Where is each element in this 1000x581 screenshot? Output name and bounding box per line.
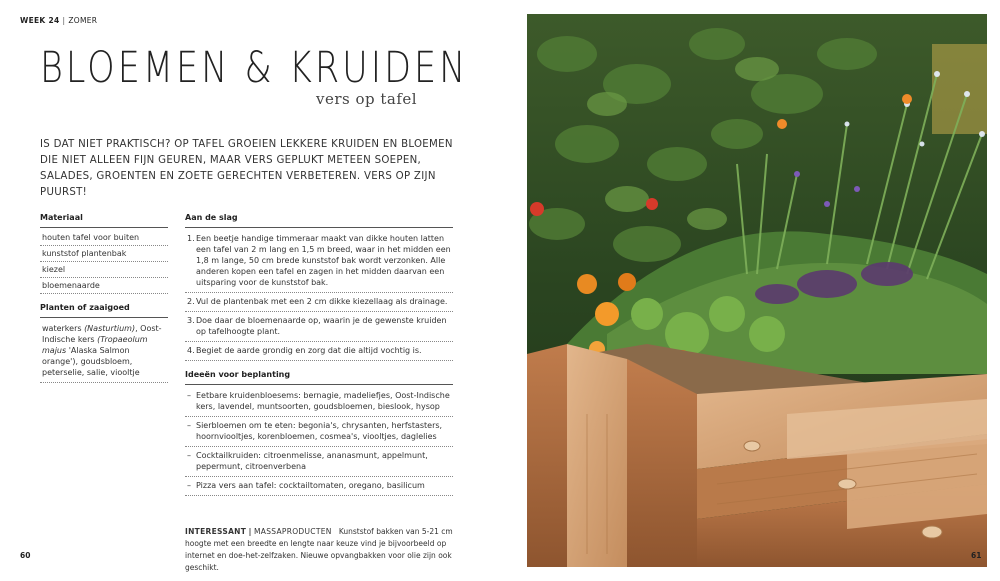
instructions-column [185, 213, 453, 496]
idea-text: Pizza vers aan tafel: cocktailtomaten, oregano, basilicum [196, 481, 425, 490]
step-text: Doe daar de bloemenaarde op, waarin je de gewenste kruiden op tafelhoogte plant. [196, 316, 447, 336]
idea-text: Cocktailkruiden: citroenmelisse, ananasmunt, appelmunt, pepermunt, citroenverbena [196, 451, 428, 471]
materials-heading: Materiaal [40, 213, 168, 228]
plants-text [40, 320, 168, 383]
idea-item [185, 417, 453, 447]
plants-text-italic: (Tropaeolum majus [42, 335, 148, 355]
materials-item: houten tafel voor buiten [40, 230, 168, 246]
season-label: ZOMER [68, 16, 98, 25]
plants-text-part: , goudsbloem, peterselie, salie, viooltje [42, 357, 140, 377]
materials-column [40, 213, 168, 383]
idea-item [185, 447, 453, 477]
idea-dash: – [187, 391, 191, 400]
steps-heading: Aan de slag [185, 213, 453, 228]
materials-item: bloemenaarde [40, 278, 168, 294]
step-text: Begiet de aarde grondig en zorg dat die altijd vochtig is. [196, 346, 422, 355]
header-separator: | [62, 16, 66, 25]
page-title: BLOEMEN & KRUIDEN [40, 44, 469, 93]
step-item [185, 230, 453, 293]
idea-dash: – [187, 421, 191, 430]
step-text: Een beetje handige timmeraar maakt van dikke houten latten een tafel van 2 m lang en 1,5 m breed, waar in het midden een 1,8 m lange, 50 cm brede kunststof bak wordt verzonken. Alle anderen kopen een tafel en zagen in het midden daarvan een uitsparing voor de kunststof bak. [196, 234, 451, 287]
step-text: Vul de plantenbak met een 2 cm dikke kiezellaag als drainage. [196, 297, 448, 306]
idea-text: Eetbare kruidenbloesems: bernagie, madeliefjes, Oost-Indische kers, lavendel, muntsoorten, goudsbloemen, bieslook, hysop [196, 391, 450, 411]
plants-text-italic: (Nasturtium) [84, 324, 136, 333]
plants-heading: Planten of zaaigoed [40, 303, 168, 318]
plants-text-part: 'Alaska Salmon orange') [42, 346, 130, 366]
materials-item: kiezel [40, 262, 168, 278]
idea-dash: – [187, 481, 191, 490]
week-label: WEEK 24 [20, 16, 60, 25]
intro-text: IS DAT NIET PRAKTISCH? OP TAFEL GROEIEN LEKKERE KRUIDEN EN BLOEMEN DIE NIET ALLEEN FIJN GEUREN, MAAR VERS GEPLUKT METEEN SOEPEN, SALADES, GROENTEN EN ZOETE GERECHTEN VERBETEREN. VERS OP ZIJN PUURST! [40, 139, 453, 198]
page-number-right: 61 [971, 551, 982, 560]
photo-illustration [527, 14, 987, 567]
idea-item [185, 387, 453, 417]
ideas-heading: Ideeën voor beplanting [185, 370, 453, 385]
step-item [185, 312, 453, 342]
step-number: 3. [187, 316, 195, 325]
step-item [185, 342, 453, 361]
step-number: 4. [187, 346, 195, 355]
garden-table-photo [527, 14, 987, 567]
idea-dash: – [187, 451, 191, 460]
tip-box [185, 526, 465, 574]
step-item [185, 293, 453, 312]
page-header [20, 16, 97, 25]
materials-item: kunststof plantenbak [40, 246, 168, 262]
step-number: 2. [187, 297, 195, 306]
background-wall [932, 44, 987, 134]
idea-text: Sierbloemen om te eten: begonia's, chrysanten, herfstasters, hoornviooltjes, korenbloemen, cosmea's, viooltjes, daglelies [196, 421, 443, 441]
tip-topic: MASSAPRODUCTEN [254, 527, 332, 536]
plants-text-part: waterkers [42, 324, 85, 333]
step-number: 1. [187, 234, 195, 243]
tip-label: INTERESSANT [185, 527, 247, 536]
idea-item [185, 477, 453, 496]
tip-separator: | [248, 527, 252, 536]
page-subtitle: vers op tafel [316, 90, 418, 108]
page-number-left: 60 [20, 551, 31, 560]
tip-text: Kunststof bakken van 5-21 cm hoogte met een breedte en lengte naar keuze vind je bijvoorbeeld op internet en doe-het-zelfzaken. Nieuwe opvangbakken voor olie zijn ook geschikt. [185, 527, 453, 572]
plants-text-part: , Oost-Indische kers [42, 324, 162, 344]
